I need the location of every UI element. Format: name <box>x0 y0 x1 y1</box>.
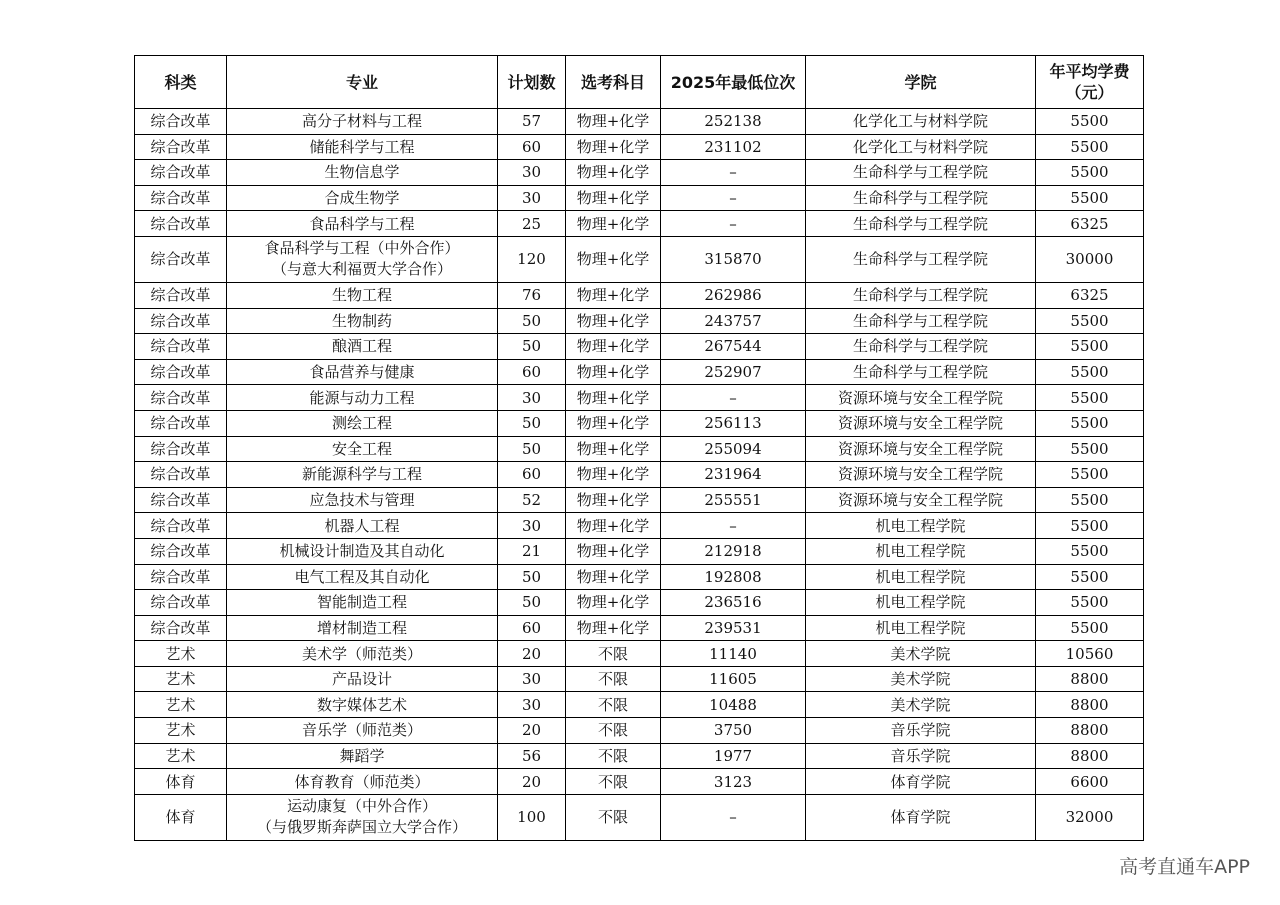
cell-min-rank: 192808 <box>661 564 806 590</box>
cell-college: 音乐学院 <box>806 718 1036 744</box>
cell-major: 美术学（师范类） <box>227 641 498 667</box>
cell-subjects: 物理+化学 <box>566 282 661 308</box>
table-row <box>135 211 1144 237</box>
table-row <box>135 134 1144 160</box>
cell-category: 综合改革 <box>135 487 227 513</box>
cell-plan-count: 30 <box>498 513 566 539</box>
header-plan-count: 计划数 <box>498 56 566 109</box>
cell-plan-count: 50 <box>498 436 566 462</box>
cell-tuition: 5500 <box>1036 590 1144 616</box>
cell-min-rank: – <box>661 211 806 237</box>
cell-subjects: 不限 <box>566 666 661 692</box>
cell-plan-count: 100 <box>498 794 566 840</box>
cell-subjects: 物理+化学 <box>566 334 661 360</box>
cell-min-rank: – <box>661 185 806 211</box>
header-major: 专业 <box>227 56 498 109</box>
cell-category: 综合改革 <box>135 160 227 186</box>
cell-tuition: 5500 <box>1036 185 1144 211</box>
cell-major: 应急技术与管理 <box>227 487 498 513</box>
table-header-row <box>135 56 1144 109</box>
cell-major: 机械设计制造及其自动化 <box>227 538 498 564</box>
cell-subjects: 物理+化学 <box>566 359 661 385</box>
cell-category: 综合改革 <box>135 308 227 334</box>
cell-plan-count: 50 <box>498 410 566 436</box>
cell-category: 综合改革 <box>135 385 227 411</box>
cell-tuition: 5500 <box>1036 513 1144 539</box>
cell-tuition: 6600 <box>1036 769 1144 795</box>
table-row <box>135 564 1144 590</box>
cell-subjects: 物理+化学 <box>566 185 661 211</box>
cell-major: 电气工程及其自动化 <box>227 564 498 590</box>
table-row <box>135 718 1144 744</box>
cell-tuition: 5500 <box>1036 564 1144 590</box>
table-row <box>135 359 1144 385</box>
cell-category: 综合改革 <box>135 513 227 539</box>
cell-subjects: 物理+化学 <box>566 487 661 513</box>
cell-min-rank: 11605 <box>661 666 806 692</box>
cell-plan-count: 60 <box>498 359 566 385</box>
cell-subjects: 物理+化学 <box>566 538 661 564</box>
cell-major: 食品科学与工程 <box>227 211 498 237</box>
cell-college: 生命科学与工程学院 <box>806 236 1036 282</box>
header-category: 科类 <box>135 56 227 109</box>
table-row <box>135 513 1144 539</box>
cell-subjects: 物理+化学 <box>566 462 661 488</box>
cell-college: 资源环境与安全工程学院 <box>806 410 1036 436</box>
cell-tuition: 30000 <box>1036 236 1144 282</box>
cell-plan-count: 30 <box>498 385 566 411</box>
cell-college: 资源环境与安全工程学院 <box>806 462 1036 488</box>
cell-category: 艺术 <box>135 718 227 744</box>
cell-college: 机电工程学院 <box>806 564 1036 590</box>
header-min-rank: 2025年最低位次 <box>661 56 806 109</box>
cell-tuition: 10560 <box>1036 641 1144 667</box>
cell-min-rank: 255551 <box>661 487 806 513</box>
table-row <box>135 615 1144 641</box>
cell-major: 能源与动力工程 <box>227 385 498 411</box>
cell-min-rank: – <box>661 794 806 840</box>
header-subjects: 选考科目 <box>566 56 661 109</box>
cell-tuition: 8800 <box>1036 718 1144 744</box>
cell-category: 综合改革 <box>135 564 227 590</box>
cell-subjects: 物理+化学 <box>566 160 661 186</box>
cell-major: 酿酒工程 <box>227 334 498 360</box>
table-row <box>135 692 1144 718</box>
cell-category: 综合改革 <box>135 615 227 641</box>
cell-min-rank: 252138 <box>661 109 806 135</box>
cell-plan-count: 25 <box>498 211 566 237</box>
cell-college: 机电工程学院 <box>806 615 1036 641</box>
cell-college: 美术学院 <box>806 692 1036 718</box>
cell-min-rank: 3123 <box>661 769 806 795</box>
cell-plan-count: 50 <box>498 308 566 334</box>
cell-min-rank: 212918 <box>661 538 806 564</box>
table-row <box>135 487 1144 513</box>
cell-college: 生命科学与工程学院 <box>806 282 1036 308</box>
cell-min-rank: 239531 <box>661 615 806 641</box>
admission-plan-table <box>134 55 1144 841</box>
header-tuition: 年平均学费 （元） <box>1036 56 1144 109</box>
cell-subjects: 物理+化学 <box>566 134 661 160</box>
cell-plan-count: 21 <box>498 538 566 564</box>
cell-major: 舞蹈学 <box>227 743 498 769</box>
cell-min-rank: – <box>661 160 806 186</box>
cell-subjects: 不限 <box>566 769 661 795</box>
cell-major: 运动康复（中外合作） （与俄罗斯奔萨国立大学合作） <box>227 794 498 840</box>
cell-college: 美术学院 <box>806 641 1036 667</box>
cell-subjects: 物理+化学 <box>566 590 661 616</box>
watermark: 高考直通车APP <box>1119 856 1250 878</box>
cell-major: 测绘工程 <box>227 410 498 436</box>
cell-major: 新能源科学与工程 <box>227 462 498 488</box>
cell-min-rank: 236516 <box>661 590 806 616</box>
cell-category: 艺术 <box>135 666 227 692</box>
cell-tuition: 6325 <box>1036 211 1144 237</box>
cell-category: 综合改革 <box>135 211 227 237</box>
cell-subjects: 物理+化学 <box>566 211 661 237</box>
cell-plan-count: 30 <box>498 160 566 186</box>
cell-min-rank: 10488 <box>661 692 806 718</box>
cell-college: 资源环境与安全工程学院 <box>806 436 1036 462</box>
cell-tuition: 5500 <box>1036 134 1144 160</box>
cell-category: 体育 <box>135 794 227 840</box>
cell-major: 食品科学与工程（中外合作） （与意大利福贾大学合作） <box>227 236 498 282</box>
cell-min-rank: 315870 <box>661 236 806 282</box>
cell-subjects: 不限 <box>566 718 661 744</box>
table-row <box>135 385 1144 411</box>
cell-tuition: 8800 <box>1036 692 1144 718</box>
cell-tuition: 5500 <box>1036 462 1144 488</box>
table-row <box>135 436 1144 462</box>
cell-college: 机电工程学院 <box>806 590 1036 616</box>
cell-min-rank: 255094 <box>661 436 806 462</box>
cell-major: 机器人工程 <box>227 513 498 539</box>
table-row <box>135 308 1144 334</box>
cell-category: 综合改革 <box>135 538 227 564</box>
cell-major: 产品设计 <box>227 666 498 692</box>
table-row <box>135 410 1144 436</box>
cell-plan-count: 20 <box>498 769 566 795</box>
cell-college: 资源环境与安全工程学院 <box>806 385 1036 411</box>
cell-subjects: 不限 <box>566 692 661 718</box>
cell-tuition: 8800 <box>1036 743 1144 769</box>
cell-college: 音乐学院 <box>806 743 1036 769</box>
table-row <box>135 538 1144 564</box>
cell-subjects: 物理+化学 <box>566 410 661 436</box>
cell-min-rank: 231102 <box>661 134 806 160</box>
cell-college: 生命科学与工程学院 <box>806 359 1036 385</box>
cell-college: 体育学院 <box>806 769 1036 795</box>
cell-plan-count: 30 <box>498 185 566 211</box>
cell-plan-count: 120 <box>498 236 566 282</box>
cell-major: 高分子材料与工程 <box>227 109 498 135</box>
cell-plan-count: 20 <box>498 641 566 667</box>
table-row <box>135 236 1144 282</box>
table-row <box>135 462 1144 488</box>
cell-min-rank: 256113 <box>661 410 806 436</box>
cell-plan-count: 50 <box>498 334 566 360</box>
cell-tuition: 8800 <box>1036 666 1144 692</box>
cell-tuition: 6325 <box>1036 282 1144 308</box>
table-row <box>135 641 1144 667</box>
cell-subjects: 物理+化学 <box>566 308 661 334</box>
cell-plan-count: 52 <box>498 487 566 513</box>
cell-min-rank: 252907 <box>661 359 806 385</box>
cell-tuition: 5500 <box>1036 538 1144 564</box>
cell-college: 资源环境与安全工程学院 <box>806 487 1036 513</box>
header-college: 学院 <box>806 56 1036 109</box>
cell-category: 艺术 <box>135 692 227 718</box>
cell-tuition: 5500 <box>1036 160 1144 186</box>
cell-subjects: 不限 <box>566 743 661 769</box>
table-row <box>135 282 1144 308</box>
cell-major: 生物信息学 <box>227 160 498 186</box>
cell-category: 综合改革 <box>135 236 227 282</box>
table-row <box>135 185 1144 211</box>
table-row <box>135 109 1144 135</box>
cell-tuition: 5500 <box>1036 410 1144 436</box>
cell-major: 生物工程 <box>227 282 498 308</box>
cell-major: 安全工程 <box>227 436 498 462</box>
cell-major: 增材制造工程 <box>227 615 498 641</box>
table-row <box>135 160 1144 186</box>
cell-category: 综合改革 <box>135 334 227 360</box>
table-row <box>135 769 1144 795</box>
cell-category: 综合改革 <box>135 185 227 211</box>
cell-category: 综合改革 <box>135 590 227 616</box>
cell-college: 美术学院 <box>806 666 1036 692</box>
cell-category: 艺术 <box>135 743 227 769</box>
cell-category: 体育 <box>135 769 227 795</box>
cell-college: 化学化工与材料学院 <box>806 109 1036 135</box>
cell-college: 生命科学与工程学院 <box>806 308 1036 334</box>
cell-tuition: 5500 <box>1036 487 1144 513</box>
cell-plan-count: 56 <box>498 743 566 769</box>
cell-min-rank: 262986 <box>661 282 806 308</box>
cell-subjects: 物理+化学 <box>566 109 661 135</box>
cell-major: 音乐学（师范类） <box>227 718 498 744</box>
cell-college: 生命科学与工程学院 <box>806 185 1036 211</box>
cell-plan-count: 60 <box>498 615 566 641</box>
cell-subjects: 物理+化学 <box>566 615 661 641</box>
cell-tuition: 5500 <box>1036 615 1144 641</box>
table-body <box>135 109 1144 841</box>
cell-tuition: 5500 <box>1036 436 1144 462</box>
cell-subjects: 物理+化学 <box>566 436 661 462</box>
cell-college: 生命科学与工程学院 <box>806 211 1036 237</box>
cell-subjects: 物理+化学 <box>566 564 661 590</box>
cell-tuition: 5500 <box>1036 109 1144 135</box>
cell-plan-count: 60 <box>498 134 566 160</box>
cell-category: 综合改革 <box>135 282 227 308</box>
cell-plan-count: 60 <box>498 462 566 488</box>
cell-tuition: 5500 <box>1036 308 1144 334</box>
cell-min-rank: 1977 <box>661 743 806 769</box>
cell-subjects: 不限 <box>566 794 661 840</box>
cell-plan-count: 50 <box>498 564 566 590</box>
cell-min-rank: – <box>661 513 806 539</box>
cell-subjects: 物理+化学 <box>566 236 661 282</box>
cell-category: 艺术 <box>135 641 227 667</box>
cell-major: 储能科学与工程 <box>227 134 498 160</box>
cell-subjects: 物理+化学 <box>566 513 661 539</box>
cell-plan-count: 20 <box>498 718 566 744</box>
cell-min-rank: 267544 <box>661 334 806 360</box>
cell-subjects: 物理+化学 <box>566 385 661 411</box>
cell-min-rank: 231964 <box>661 462 806 488</box>
cell-plan-count: 50 <box>498 590 566 616</box>
table-row <box>135 794 1144 840</box>
cell-plan-count: 57 <box>498 109 566 135</box>
cell-category: 综合改革 <box>135 410 227 436</box>
cell-plan-count: 76 <box>498 282 566 308</box>
table-row <box>135 334 1144 360</box>
cell-college: 生命科学与工程学院 <box>806 160 1036 186</box>
cell-tuition: 5500 <box>1036 334 1144 360</box>
cell-major: 生物制药 <box>227 308 498 334</box>
cell-category: 综合改革 <box>135 436 227 462</box>
cell-min-rank: 3750 <box>661 718 806 744</box>
cell-tuition: 5500 <box>1036 385 1144 411</box>
cell-college: 生命科学与工程学院 <box>806 334 1036 360</box>
cell-college: 机电工程学院 <box>806 513 1036 539</box>
cell-college: 机电工程学院 <box>806 538 1036 564</box>
cell-min-rank: – <box>661 385 806 411</box>
cell-tuition: 5500 <box>1036 359 1144 385</box>
cell-major: 体育教育（师范类） <box>227 769 498 795</box>
cell-tuition: 32000 <box>1036 794 1144 840</box>
cell-min-rank: 243757 <box>661 308 806 334</box>
cell-college: 体育学院 <box>806 794 1036 840</box>
cell-college: 化学化工与材料学院 <box>806 134 1036 160</box>
cell-major: 智能制造工程 <box>227 590 498 616</box>
cell-major: 食品营养与健康 <box>227 359 498 385</box>
cell-category: 综合改革 <box>135 109 227 135</box>
table-row <box>135 590 1144 616</box>
cell-min-rank: 11140 <box>661 641 806 667</box>
table-row <box>135 743 1144 769</box>
cell-category: 综合改革 <box>135 359 227 385</box>
cell-plan-count: 30 <box>498 692 566 718</box>
cell-category: 综合改革 <box>135 462 227 488</box>
table-row <box>135 666 1144 692</box>
cell-plan-count: 30 <box>498 666 566 692</box>
cell-category: 综合改革 <box>135 134 227 160</box>
cell-major: 合成生物学 <box>227 185 498 211</box>
cell-major: 数字媒体艺术 <box>227 692 498 718</box>
cell-subjects: 不限 <box>566 641 661 667</box>
